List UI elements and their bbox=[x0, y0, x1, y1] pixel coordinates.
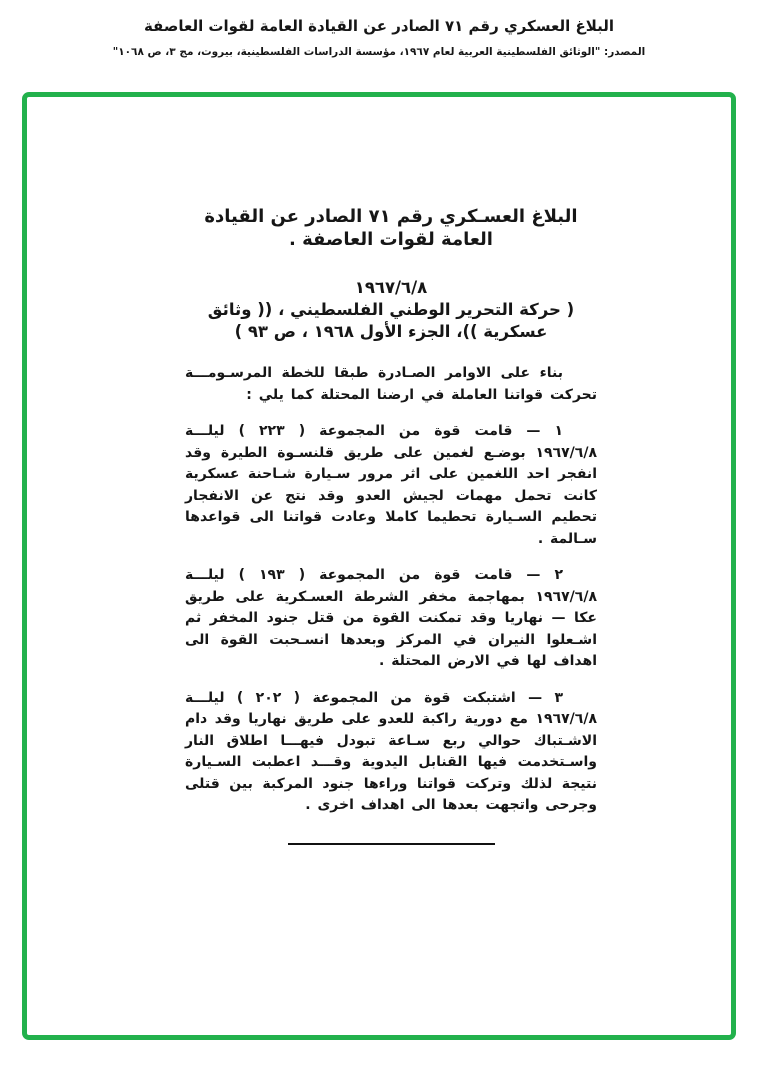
document-date: ١٩٦٧/٦/٨ bbox=[354, 278, 428, 297]
document-title: البلاغ العسـكري رقم ٧١ الصادر عن القيادة العامة لقوات العاصفة . bbox=[204, 206, 578, 250]
document-body bbox=[185, 205, 597, 845]
closing-rule bbox=[288, 843, 495, 845]
intro-paragraph: بناء على الاوامر الصـادرة طبقا للخطة المرسـومـــة تحركت قواتنا العاملة في ارضنا المحتلة كما يلي : bbox=[185, 365, 597, 403]
header-title: البلاغ العسكري رقم ٧١ الصادر عن القيادة العامة لقوات العاصفة bbox=[143, 17, 615, 35]
numbered-paragraph-3: ٣ — اشتبكت قوة من المجموعة ( ٢٠٢ ) ليلـــة ١٩٦٧/٦/٨ مع دورية راكبة للعدو على طريق نهاريا وقد دام الاشـتباك حوالي ربع سـاعة تبودل فيهـــا اطلاق النار واسـتخدمت فيها القنابل اليدوية وقـــد اعطبت السـيارة نتيجة لذلك وتركت قواتنا وراءها جنود المركبة بين قتلى وجرحى واتجهت بعدها الى اهداف اخرى . bbox=[185, 689, 597, 813]
numbered-paragraph-2: ٢ — قامت قوة من المجموعة ( ١٩٣ ) ليلـــة ١٩٦٧/٦/٨ بمهاجمة مخفر الشرطة العسـكرية على طريق عكا — نهاريا وقد تمكنت القوة من قتل جنود المخفر ثم اشـعلوا النيران في المركز وبعدها انسـحبت القوة الى اهداف لها في الارض المحتلة . bbox=[185, 567, 597, 669]
page-header bbox=[0, 0, 758, 58]
numbered-paragraph-1: ١ — قامت قوة من المجموعة ( ٢٢٣ ) ليلـــة ١٩٦٧/٦/٨ بوضـع لغمين على طريق قلنسـوة الطيرة وقد انفجر احد اللغمين على اثر مرور سـيارة شـاحنة عسكرية كانت تحمل مهمات لجيش العدو وقد نتج عن الانفجار تحطيم السـيارة تحطيما كاملا وعادت قواتنا الى قواعدها سـالمة . bbox=[185, 423, 597, 547]
header-source-citation: المصدر: "الوثائق الفلسطينية العربية لعام ١٩٦٧، مؤسسة الدراسات الفلسطينية، بيروت، مج ٣، ص ١٠٦٨" bbox=[112, 46, 646, 58]
document-citation: ( حركة التحرير الوطني الفلسطيني ، (( وثائق عسكرية ))، الجزء الأول ١٩٦٨ ، ص ٩٣ ) bbox=[207, 300, 575, 341]
green-border-frame bbox=[22, 92, 736, 1040]
